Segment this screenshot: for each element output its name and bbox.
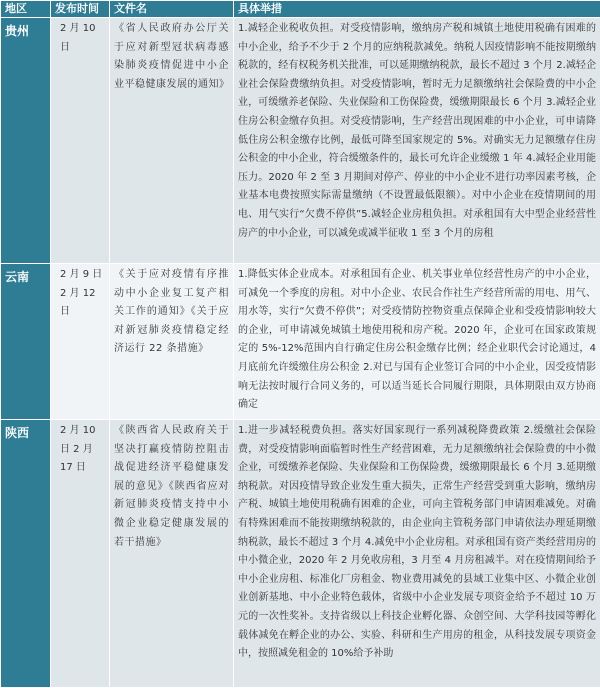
table-row	[1, 264, 600, 420]
date-cell: 2 月 10 日	[51, 18, 110, 264]
region-cell: 贵州	[1, 18, 51, 264]
date-cell: 2 月 10 日 2 月 17 日	[51, 420, 110, 688]
region-cell: 陕西	[1, 420, 51, 688]
region-cell: 云南	[1, 264, 51, 420]
date-cell: 2 月 9 日 2 月 12 日	[51, 264, 110, 420]
table-row	[1, 420, 600, 688]
file-name-cell: 《陕西省人民政府关于坚决打赢疫情防控阻击战促进经济平稳健康发展的意见》《陕西省应对新冠肺炎疫情支持中小微企业稳定健康发展的若干措施》	[110, 420, 234, 688]
measures-cell: 1.减轻企业税收负担。对受疫情影响，缴纳房产税和城镇土地使用税确有困难的中小企业，给予不少于 2 个月的应纳税款减免。纳税人因疫情影响不能按期缴纳税款的，经有权税务机关批准，可以延期缴纳税款，最长不超过 3 个月 2.减轻企业社会保险费缴纳负担。对受疫情影响，暂时无力足额缴纳社会保险费的中小企业，可缓缴养老保险、失业保险和工伤保险费，缓缴期限最长 6 个月 3.减轻企业住房公积金缴存负担。对受疫情影响，生产经营出现困难的中小企业，可申请降低住房公积金缴存比例，最低可降至国家规定的 5%。对确实无力足额缴存住房公积金的中小企业，符合缓缴条件的，最长可允许企业缓缴 1 年 4.减轻企业用能压力。2020 年 2 至 3 月期间对停产、停业的中小企业不进行功率因素考核，企业基本电费按照实际需量缴纳（不设置最低限额）。对中小企业在疫情期间的用电、用气实行“欠费不停供”5.减轻企业房租负担。对承租国有大中型企业经营性房产的中小企业，可以减免或减半征收 1 至 3 个月的房租	[234, 18, 600, 264]
header-measures: 具体举措	[234, 1, 600, 18]
table-row	[1, 18, 600, 264]
file-name-cell: 《关于应对疫情有序推动中小企业复工复产相关工作的通知》《关于应对新冠肺炎疫情稳定经济运行 22 条措施》	[110, 264, 234, 420]
header-file: 文件名	[110, 1, 234, 18]
header-region: 地区	[1, 1, 51, 18]
measures-cell: 1.降低实体企业成本。对承租国有企业、机关事业单位经营性房产的中小企业，可减免一个季度的房租。对中小企业、农民合作社生产经营所需的用电、用气、用水等，实行“欠费不停供”；对受疫情防控物资重点保障企业和受疫情影响较大的企业，可申请减免城镇土地使用税和房产税。2020 年，企业可在国家政策规定的 5%-12%范围内自行确定住房公积金缴存比例；经企业职代会讨论通过，4 月底前允许缓缴住房公积金 2.对已与国有企业签订合同的中小企业，因受疫情影响无法按时履行合同义务的，可以适当延长合同履行期限，具体期限由双方协商确定	[234, 264, 600, 420]
file-name-cell: 《省人民政府办公厅关于应对新型冠状病毒感染肺炎疫情促进中小企业平稳健康发展的通知》	[110, 18, 234, 264]
table-header-row	[1, 1, 600, 18]
measures-cell: 1.进一步减轻税费负担。落实好国家现行一系列减税降费政策 2.缓缴社会保险费，对受疫情影响面临暂时性生产经营困难，无力足额缴纳社会保险费的中小微企业，可缓缴养老保险、失业保险和工伤保险费，缓缴期限最长 6 个月 3.延期缴纳税款。对因疫情导致企业发生重大损失，正常生产经营受到重大影响，缴纳房产税、城镇土地使用税确有困难的企业，可向主管税务部门申请困难减免。对确有特殊困难而不能按期缴纳税款的，由企业向主管税务部门申请依法办理延期缴纳税款，最长不超过 3 个月 4.减免中小企业房租。对承租国有资产类经营用房的中小微企业，2020 年 2 月免收房租，3 月至 4 月房租减半。对在疫情期间给予中小企业房租、标准化厂房租金、物业费用减免的县域工业集中区、小微企业创业创新基地、中小企业特色载体，省级中小企业发展专项资金给予不超过 10 万元的一次性奖补。支持省级以上科技企业孵化器、众创空间、大学科技园等孵化载体减免在孵企业的办公、实验、科研和生产用房的租金，从科技发展专项资金中，按照减免租金的 10%给予补助	[234, 420, 600, 688]
header-date: 发布时间	[51, 1, 110, 18]
